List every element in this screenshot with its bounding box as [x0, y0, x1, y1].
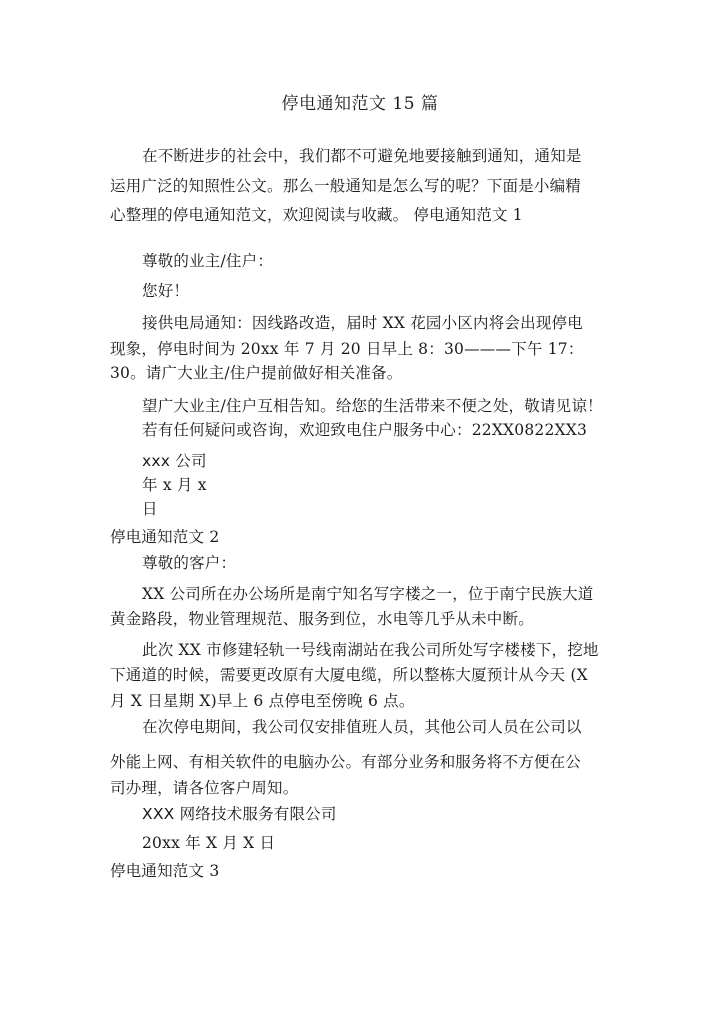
notice2-p2-line-2: 下通道的时候，需要更改原有大厦电缆，所以整栋大厦预计从今天 (X: [110, 666, 588, 684]
notice2-p3-line-2: 外能上网、有相关软件的电脑办公。有部分业务和服务将不方便在公: [110, 753, 582, 771]
notice2-signature: XXX 网络技术服务有限公司: [142, 805, 337, 823]
notice2-p3-line-3: 司办理，请各位客户周知。: [110, 779, 299, 797]
notice1-date-line-1: 年 x 月 x: [142, 476, 207, 494]
intro-line-2: 运用广泛的知照性公文。那么一般通知是怎么写的呢？下面是小编精: [110, 177, 582, 195]
notice1-greeting: 您好！: [142, 282, 190, 300]
notice2-salutation: 尊敬的客户：: [142, 554, 237, 572]
notice1-salutation: 尊敬的业主/住户：: [142, 252, 274, 270]
notice1-body2: 望广大业主/住户互相告知。给您的生活带来不便之处，敬请见谅！: [142, 397, 603, 415]
notice2-p1-line-1: XX 公司所在办公场所是南宁知名写字楼之一，位于南宁民族大道: [142, 585, 594, 603]
notice1-body1-line-1: 接供电局通知：因线路改造，届时 XX 花园小区内将会出现停电: [142, 314, 583, 332]
notice1-body1-line-2: 现象，停电时间为 20xx 年 7 月 20 日早上 8：30———下午 17：: [110, 340, 584, 358]
notice1-date-line-2: 日: [142, 500, 158, 518]
intro-line-1: 在不断进步的社会中，我们都不可避免地要接触到通知，通知是: [142, 147, 582, 165]
notice2-heading: 停电通知范文 2: [110, 528, 220, 546]
document-title: 停电通知范文 15 篇: [281, 94, 439, 114]
notice2-date: 20xx 年 X 月 X 日: [142, 834, 276, 852]
notice2-p2-line-1: 此次 XX 市修建轻轨一号线南湖站在我公司所处写字楼楼下，挖地: [142, 641, 599, 659]
notice1-body1-line-3: 30。请广大业主/住户提前做好相关准备。: [110, 364, 403, 382]
notice1-signature: xxx 公司: [142, 452, 207, 470]
intro-line-3: 心整理的停电通知范文，欢迎阅读与收藏。 停电通知范文 1: [110, 206, 523, 224]
notice2-p3-line-1: 在次停电期间，我公司仅安排值班人员，其他公司人员在公司以: [142, 718, 582, 736]
notice1-body3: 若有任何疑问或咨询，欢迎致电住户服务中心：22XX0822XX3: [142, 421, 588, 439]
notice3-heading: 停电通知范文 3: [110, 862, 220, 880]
notice2-p1-line-2: 黄金路段，物业管理规范、服务到位，水电等几乎从未中断。: [110, 610, 534, 628]
notice2-p2-line-3: 月 X 日星期 X)早上 6 点停电至傍晚 6 点。: [110, 692, 415, 710]
